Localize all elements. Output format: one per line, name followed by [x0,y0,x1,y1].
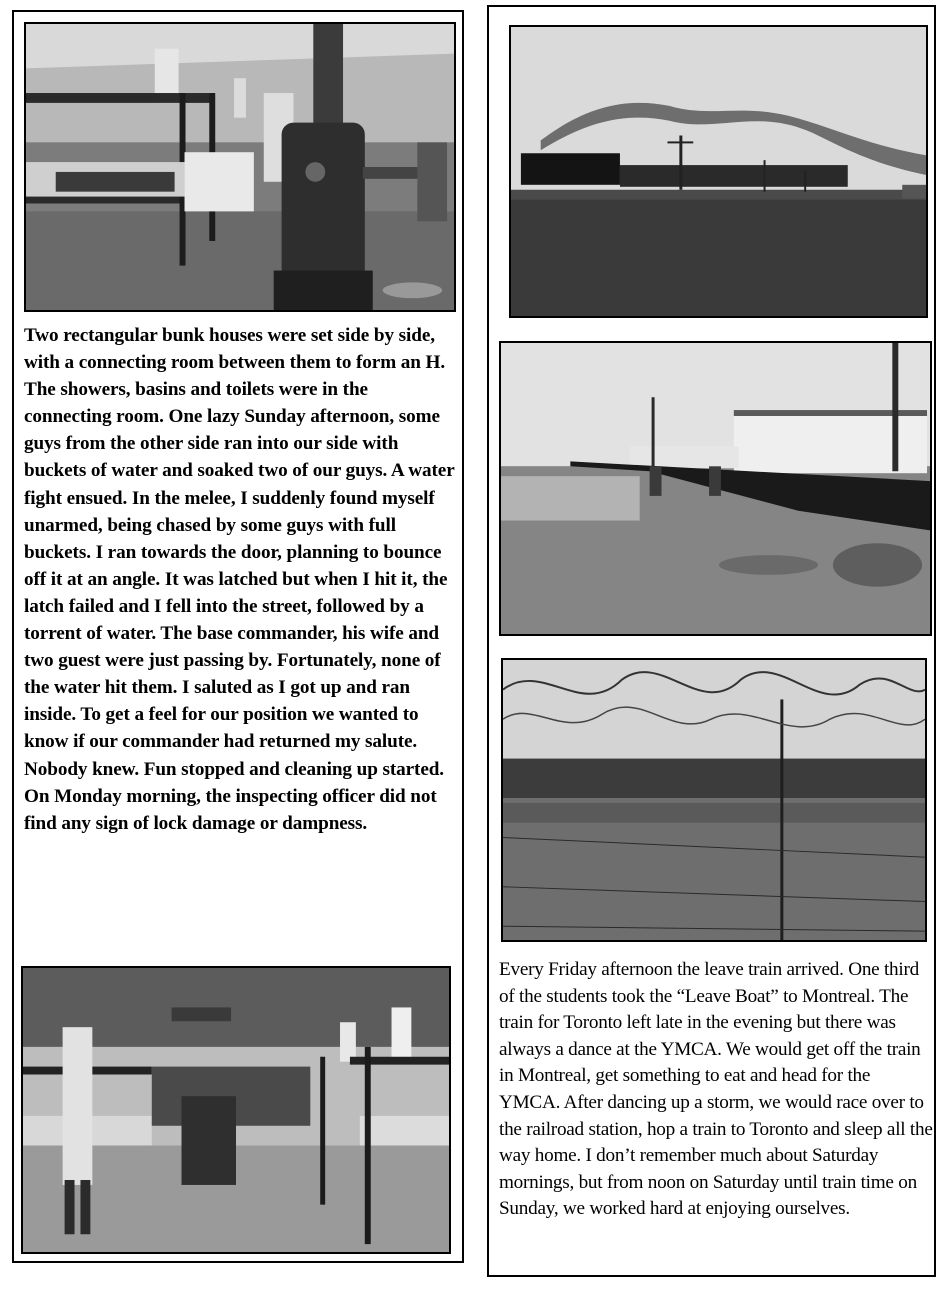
leave-train-story: Every Friday afternoon the leave train arrived. One third of the students took the “Leave Boat” to Montreal. The train for Toronto left late in the evening but there was always a dance at the YMCA. We would get off the train in Montreal, get something to eat and head for the YMCA. After dancing up a storm, we would race over to the railroad station, hop a train to Toronto and sleep all the way home. I don’t remember much about Saturday mornings, but from noon on Saturday until train time on Sunday, we worked hard at enjoying ourselves. [499,959,933,1220]
marching-column-photo [499,341,932,636]
steam-train-photo [509,25,928,318]
barracks-interior-photo [21,966,451,1254]
barbed-wire-train-photo [501,658,927,942]
bunkhouse-water-fight-story: Two rectangular bunk houses were set side by side, with a connecting room between them to form an H. The showers, basins and toilets were in the connecting room. One lazy Sunday afternoon, some guys from the other side ran into our side with buckets of water and soaked two of our guys. A water fight ensued. In the melee, I suddenly found myself unarmed, being chased by some guys with full buckets. I ran towards the door, planning to bounce off it at an angle. It was latched but when I hit it, the latch failed and I fell into the street, followed by a torrent of water. The base commander, his wife and two guest were just passing by. Fortunately, none of the water hit them. I saluted as I got up and ran inside. To get a feel for our position we wanted to know if our commander had returned my salute. Nobody knew. Fun stopped and cleaning up started. On Monday morning, the inspecting officer did not find any sign of lock damage or dampness. [24,325,455,834]
left-page-panel [12,10,464,1263]
bunkhouse-stove-photo [24,22,456,312]
right-page-panel [487,5,936,1277]
